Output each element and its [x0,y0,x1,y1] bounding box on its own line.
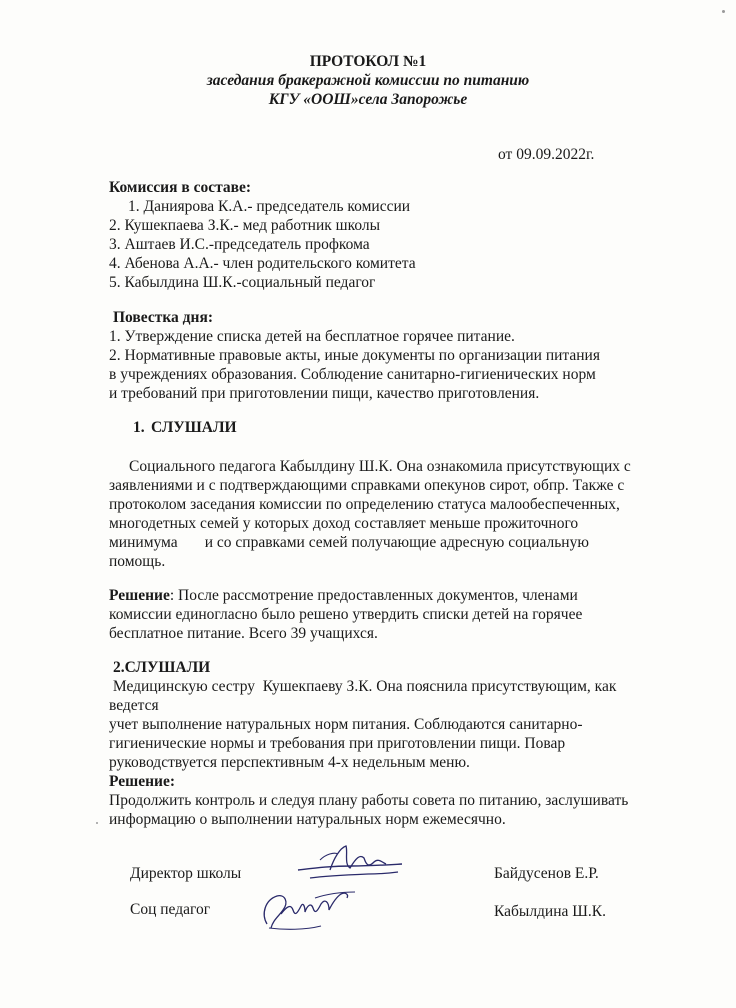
section1-line: Социального педагога Кабылдину Ш.К. Она ознакомила присутствующих с [129,458,631,475]
agenda-line: в учреждениях образования. Соблюдение санитарно-гигиенических норм [109,366,596,383]
section2-line: гигиенические нормы и требования при приготовлении пищи. Повар [109,735,566,752]
scan-mark [722,10,725,13]
commission-member: 3. Аштаев И.С.-председатель профкома [109,236,370,253]
commission-member: 1. Даниярова К.А.- председатель комиссии [128,198,411,215]
document-subtitle: заседания бракеражной комиссии по питанию [206,72,530,89]
section1-decision-label: Решение [109,587,170,604]
social-name: Кабылдина Ш.К. [494,903,607,920]
section1-line: заявлениями и с подтверждающими справками опекунов сирот, обпр. Также с [109,477,625,494]
social-pedagogue-signature [255,884,365,940]
section2-decision-label: Решение: [109,773,176,790]
director-role: Директор школы [130,865,242,882]
section1-decision-text: : После рассмотрение предоставленных документов, членами [169,587,578,604]
section2-decision-line: информацию о выполнении натуральных норм ежемесячно. [109,811,506,828]
commission-member: 4. Абенова А.А.- член родительского комитета [109,255,416,272]
social-role: Соц педагог [130,901,211,918]
commission-member: 5. Кабылдина Ш.К.-социальный педагог [109,274,376,291]
section1-line: минимума и со справками семей получающие адресную социальную [109,534,589,551]
agenda-line: 1. Утверждение списка детей на бесплатное горячее питание. [109,328,515,345]
section2-line: Медицинскую сестру Кушекпаеву З.К. Она пояснила присутствующим, как [109,678,617,695]
agenda-heading: Повестка дня: [113,309,213,326]
document-title: ПРОТОКОЛ №1 [309,53,427,70]
section1-decision-line [109,586,578,605]
section1-heading: СЛУШАЛИ [151,419,237,436]
director-signature [290,840,410,890]
commission-member: 2. Кушекпаева З.К.- мед работник школы [109,217,381,234]
section2-heading: 2.СЛУШАЛИ [113,659,211,676]
agenda-line: 2. Нормативные правовые акты, иные документы по организации питания [109,347,600,364]
section1-decision-line: комиссии единогласно было решено утвердить списки детей на горячее [109,606,583,623]
school-name: КГУ «ООШ»села Запорожье [268,91,468,108]
section1-line: многодетных семей у которых доход составляет меньше прожиточного [109,515,579,532]
scan-mark [96,822,98,824]
agenda-line: и требований при приготовлении пищи, качество приготовления. [109,385,540,402]
section1-number: 1. [133,419,145,436]
commission-heading: Комиссия в составе: [109,179,252,196]
section2-line: руководствуется перспективным 4-х недельным меню. [109,754,470,771]
director-name: Байдусенов Е.Р. [494,865,599,882]
section1-decision-line: бесплатное питание. Всего 39 учащихся. [109,625,378,642]
section1-line: помощь. [109,553,166,570]
document-date: от 09.09.2022г. [498,146,595,163]
section2-decision-line: Продолжить контроль и следуя плану работы совета по питанию, заслушивать [109,792,629,809]
section2-line: ведется [109,697,159,714]
section2-line: учет выполнение натуральных норм питания. Соблюдаются санитарно- [109,716,583,733]
section1-line: протоколом заседания комиссии по определению статуса малообеспеченных, [109,496,620,513]
